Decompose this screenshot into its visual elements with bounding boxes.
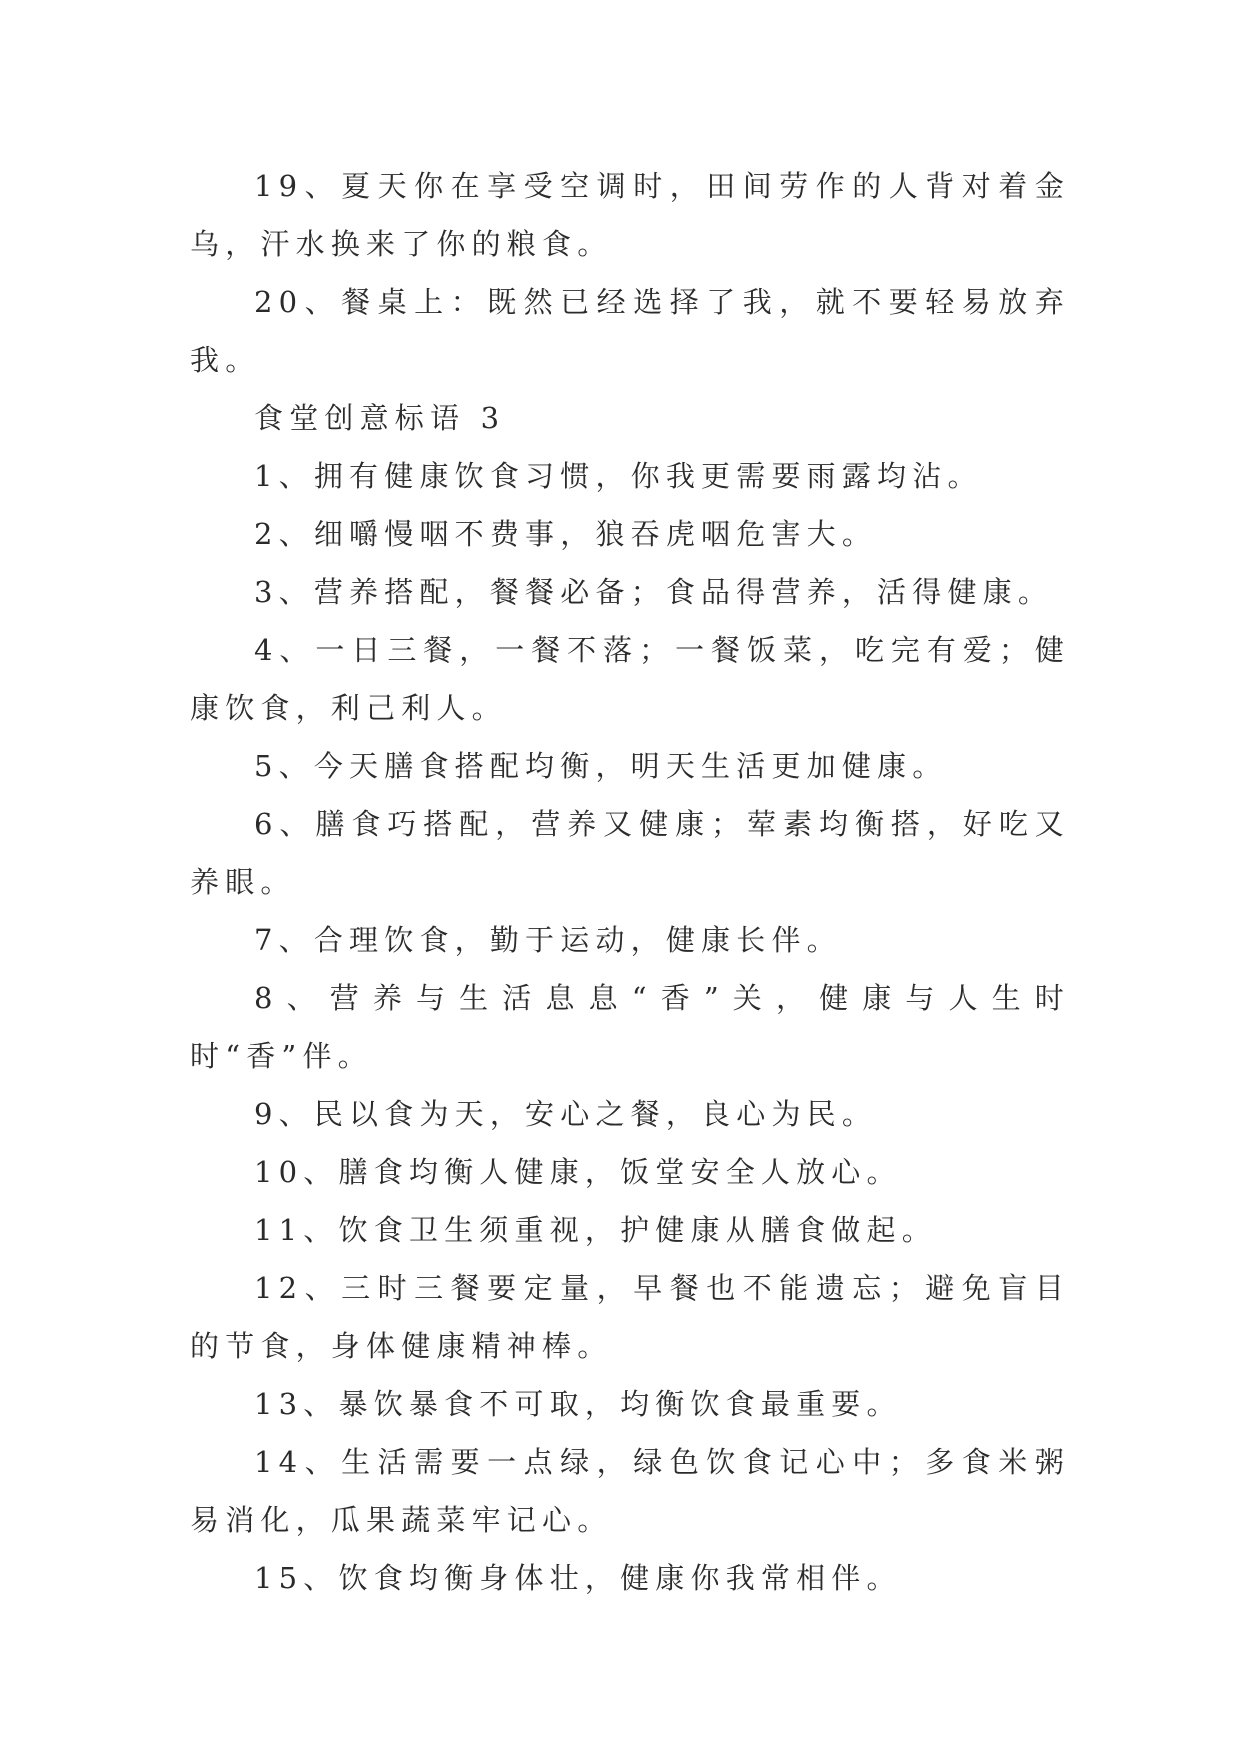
- document-body: [190, 157, 1070, 1607]
- paragraph-slogan-11: 11、饮食卫生须重视，护健康从膳食做起。: [254, 1213, 937, 1247]
- paragraph-slogan-8: 8、营养与生活息息“香”关，健康与人生时时“香”伴。: [190, 981, 1070, 1073]
- paragraph-slogan-15: 15、饮食均衡身体壮，健康你我常相伴。: [254, 1561, 902, 1595]
- paragraph-slogan-9: 9、民以食为天，安心之餐，良心为民。: [254, 1097, 878, 1131]
- paragraph-slogan-3: 3、营养搭配，餐餐必备；食品得营养，活得健康。: [254, 575, 1054, 609]
- paragraph-slogan-12: 12、三时三餐要定量，早餐也不能遗忘；避免盲目的节食，身体健康精神棒。: [190, 1271, 1070, 1363]
- paragraph-slogan-1: 1、拥有健康饮食习惯，你我更需要雨露均沾。: [254, 459, 983, 493]
- paragraph-slogan-20: 20、餐桌上：既然已经选择了我，就不要轻易放弃我。: [190, 285, 1070, 377]
- paragraph-slogan-7: 7、合理饮食，勤于运动，健康长伴。: [254, 923, 842, 957]
- paragraph-slogan-19: 19、夏天你在享受空调时，田间劳作的人背对着金乌，汗水换来了你的粮食。: [190, 169, 1070, 261]
- paragraph-slogan-6: 6、膳食巧搭配，营养又健康；荤素均衡搭，好吃又养眼。: [190, 807, 1070, 899]
- section-heading: 食堂创意标语 3: [254, 401, 506, 435]
- paragraph-slogan-10: 10、膳食均衡人健康，饭堂安全人放心。: [254, 1155, 902, 1189]
- paragraph-slogan-13: 13、暴饮暴食不可取，均衡饮食最重要。: [254, 1387, 902, 1421]
- paragraph-slogan-5: 5、今天膳食搭配均衡，明天生活更加健康。: [254, 749, 948, 783]
- paragraph-slogan-14: 14、生活需要一点绿，绿色饮食记心中；多食米粥易消化，瓜果蔬菜牢记心。: [190, 1445, 1070, 1537]
- paragraph-slogan-4: 4、一日三餐，一餐不落；一餐饭菜，吃完有爱；健康饮食，利己利人。: [190, 633, 1070, 725]
- paragraph-slogan-2: 2、细嚼慢咽不费事，狼吞虎咽危害大。: [254, 517, 878, 551]
